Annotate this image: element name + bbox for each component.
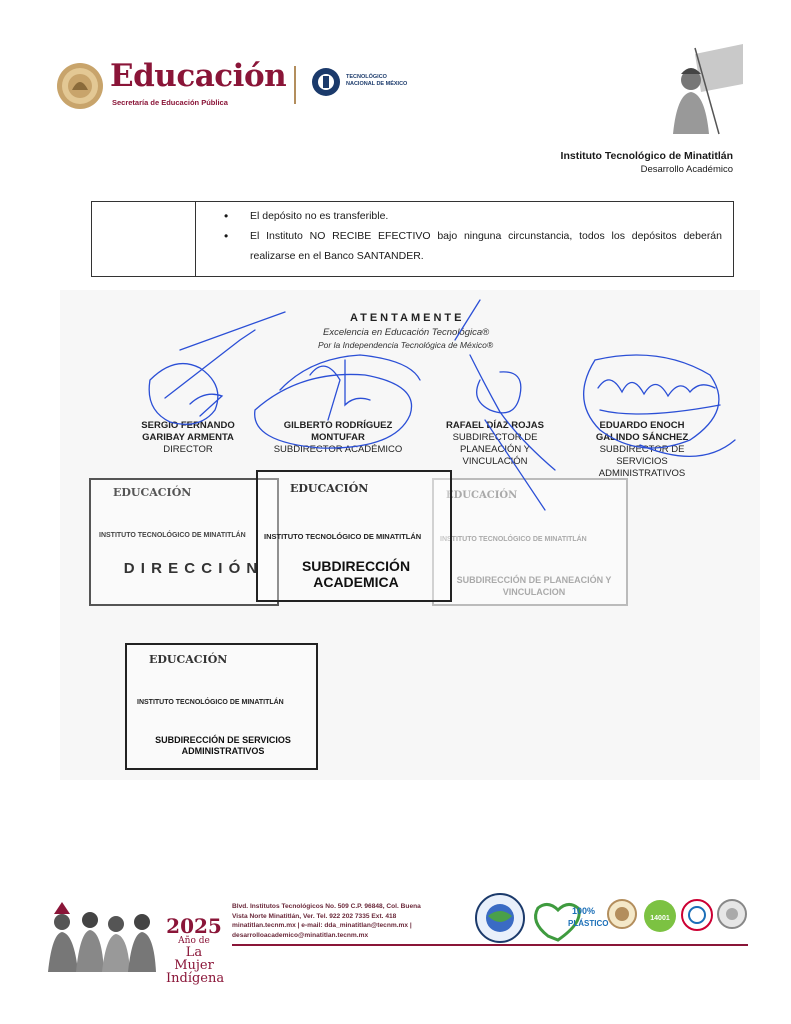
stamp-department (137, 735, 309, 757)
signer-academic (258, 420, 418, 456)
sep-logo (56, 60, 416, 110)
stamp-servicios (125, 643, 318, 770)
signer-name: MONTUFAR (311, 432, 365, 443)
stamp-institute: INSTITUTO TECNOLÓGICO DE MINATITLÁN (137, 699, 284, 706)
signer-role: SUBDIRECTOR DE (452, 432, 538, 443)
address-line: Blvd. Institutos Tecnológicos No. 509 C.P. 96848, Col. Buena (232, 903, 421, 910)
stamp-dept-line: VINCULACION (502, 587, 566, 597)
stamp-department (442, 574, 626, 598)
stamp-academica (256, 470, 452, 602)
stamp-edu-label: EDUCACIÓN (113, 486, 192, 499)
year-line-3: Indígena (166, 971, 225, 986)
tecnm-label: TECNOLÓGICO NACIONAL DE MÉXICO (346, 74, 408, 87)
stamp-institute: INSTITUTO TECNOLÓGICO DE MINATITLÁN (264, 532, 422, 541)
motto-line-2: Por la Independencia Tecnológica de México® (318, 340, 494, 350)
list-item: • El Instituto NO RECIBE EFECTIVO bajo ninguna circunstancia, todos los depósitos deberán realizarse en el Banco SANTANDER. (222, 226, 722, 266)
iso-14001-badge-icon (642, 898, 678, 940)
signer-role: PLANEACIÓN Y (459, 444, 531, 455)
signer-role: SUBDIRECTOR DE (599, 444, 685, 455)
info-table (91, 201, 734, 277)
year-number: 2025 (166, 914, 222, 938)
signer-director (118, 420, 258, 456)
stamp-edu-label: EDUCACIÓN (446, 490, 518, 501)
signer-name: RAFAEL DÍAZ ROJAS (445, 420, 544, 431)
signer-role: SUBDIRECTOR ACADÉMICO (273, 444, 403, 455)
stamp-department: SUBDIRECCIÓN ACADEMICA (301, 558, 411, 590)
footer-address (232, 902, 472, 940)
brand-name: Educación (110, 58, 287, 94)
iso-number: 14001 (650, 915, 670, 922)
closing-greeting: ATENTAMENTE (350, 312, 465, 324)
motto-line-1: Excelencia en Educación Tecnológica® (323, 327, 490, 338)
woman-flag-illustration (655, 44, 747, 136)
department-name: Desarrollo Académico (640, 164, 733, 175)
svg-text:100%: 100% (572, 906, 596, 916)
signer-role: SERVICIOS (616, 456, 668, 467)
signer-name: GARIBAY ARMENTA (142, 432, 234, 443)
mexico-seal-icon (56, 62, 104, 110)
stamp-dept-line: ADMINISTRATIVOS (181, 746, 265, 756)
signer-role: VINCULACIÓN (462, 456, 528, 467)
gender-equity-seal-icon (680, 898, 714, 940)
institution-name: Instituto Tecnológico de Minatitlán (560, 150, 733, 162)
signer-name: GILBERTO RODRÍGUEZ (283, 420, 393, 431)
certification-seal-icon (606, 898, 638, 940)
address-line: desarrolloacademico@minatitlan.tecnm.mx (232, 931, 369, 939)
signer-role: ADMINISTRATIVOS (598, 468, 686, 479)
stamp-department: D I R E C C I Ó N (123, 560, 259, 577)
stamp-institute: INSTITUTO TECNOLÓGICO DE MINATITLÁN (440, 536, 587, 543)
signer-name: GALINDO SÁNCHEZ (595, 432, 689, 443)
year-motto (166, 914, 225, 986)
svg-text:PLÁSTICO: PLÁSTICO (568, 919, 609, 928)
info-list (222, 206, 722, 266)
address-line: minatitlan.tecnm.mx | e-mail: dda_minatitlan@tecnm.mx | (232, 922, 412, 929)
plastic-free-badge-icon (528, 892, 609, 944)
stamp-institute: INSTITUTO TECNOLÓGICO DE MINATITLÁN (99, 532, 246, 539)
stamp-dept-line: SUBDIRECCIÓN DE SERVICIOS (155, 735, 291, 745)
environment-globe-icon (474, 892, 526, 944)
address-line: Vista Norte Minatitlán, Ver. Tel. 922 202 7335 Ext. 418 (232, 912, 397, 920)
stamp-edu-label: EDUCACIÓN (149, 653, 228, 666)
table-column-divider (195, 202, 196, 276)
signer-services (572, 420, 712, 480)
quality-seal-icon (716, 898, 748, 940)
signer-role: DIRECTOR (163, 444, 213, 455)
logo-divider (294, 66, 296, 104)
list-item: • El depósito no es transferible. (222, 206, 722, 226)
tecnm-gear-icon (310, 66, 342, 98)
year-line-2: La Mujer (174, 945, 214, 973)
indigenous-women-illustration (42, 900, 162, 972)
stamp-dept-line: SUBDIRECCIÓN DE PLANEACIÓN Y (456, 575, 612, 585)
footer-rule (232, 944, 748, 946)
signer-planning (420, 420, 570, 468)
signer-name: SERGIO FERNANDO (141, 420, 235, 431)
signer-name: EDUARDO ENOCH (599, 420, 685, 431)
year-sub: Año de (178, 936, 210, 946)
stamp-planeacion (432, 478, 628, 606)
brand-subtitle: Secretaría de Educación Pública (112, 98, 228, 107)
stamp-direccion (89, 478, 279, 606)
stamp-edu-label: EDUCACIÓN (290, 482, 369, 495)
